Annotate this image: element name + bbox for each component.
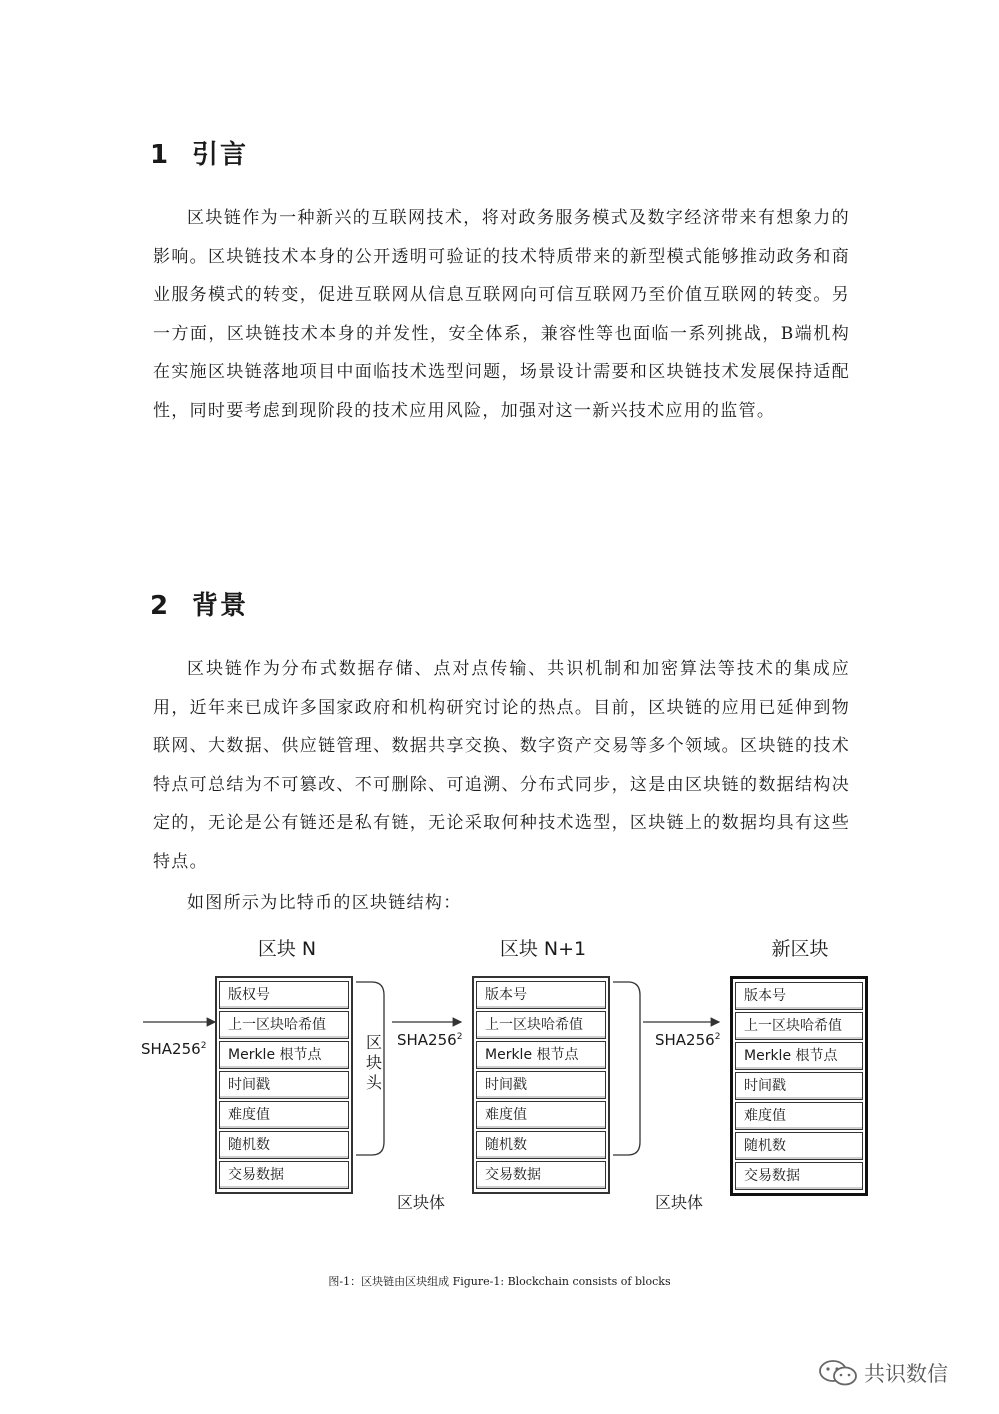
block-n1-cell: 时间戳 [476, 1071, 606, 1099]
new-block-cell: 难度值 [735, 1102, 863, 1130]
section-2-intro: 如图所示为比特币的区块链结构： [187, 893, 462, 913]
sha-label-n [397, 1031, 462, 1049]
block-n-cell: Merkle 根节点 [219, 1041, 349, 1069]
head-label-char: 头 [365, 1073, 382, 1092]
new-block-cell: 交易数据 [735, 1162, 863, 1190]
section-2-number: 2 [150, 591, 171, 621]
new-block-cell: 时间戳 [735, 1072, 863, 1100]
block-body-label-n1: 区块体 [655, 1193, 704, 1212]
sha-sup: 2 [714, 1032, 721, 1042]
block-n [215, 976, 353, 1194]
section-2-title: 背景 [192, 591, 249, 621]
block-n1-cell: 交易数据 [476, 1161, 606, 1189]
new-block-title: 新区块 [771, 938, 829, 960]
block-n-title: 区块 N [257, 938, 317, 960]
block-n-cell: 上一区块哈希值 [219, 1011, 349, 1039]
block-body-label-n: 区块体 [397, 1193, 446, 1212]
section-1-title: 引言 [192, 140, 249, 170]
block-n1-cell: 版本号 [476, 981, 606, 1009]
block-n1-cell: 上一区块哈希值 [476, 1011, 606, 1039]
section-1-paragraph: 区块链作为一种新兴的互联网技术，将对政务服务模式及数字经济带来有想象力的影响。区块链技术本身的公开透明可验证的技术特质带来的新型模式能够推动政务和商业服务模式的转变，促进互联网从信息互联网向可信互联网乃至价值互联网的转变。另一方面，区块链技术本身的并发性，安全体系，兼容性等也面临一系列挑战，B端机构在实施区块链落地项目中面临技术选型问题，场景设计需要和区块链技术发展保持适配性，同时要考虑到现阶段的技术应用风险，加强对这一新兴技术应用的监管。 [153, 208, 850, 421]
block-n1 [472, 976, 610, 1194]
section-2-heading [150, 585, 248, 622]
block-n-cell: 交易数据 [219, 1161, 349, 1189]
block-n1-cell: Merkle 根节点 [476, 1041, 606, 1069]
sha-sup: 2 [456, 1032, 463, 1042]
header-bracket-n1 [613, 982, 640, 1155]
section-1-number: 1 [150, 140, 171, 170]
block-n-cell: 难度值 [219, 1101, 349, 1129]
section-1-heading [150, 134, 248, 171]
section-2-paragraph: 区块链作为分布式数据存储、点对点传输、共识机制和加密算法等技术的集成应用，近年来已成许多国家政府和机构研究讨论的热点。目前，区块链的应用已延伸到物联网、大数据、供应链管理、数据共享交换、数字资产交易等多个领域。区块链的技术特点可总结为不可篡改、不可删除、可追溯、分布式同步，这是由区块链的数据结构决定的，无论是公有链还是私有链，无论采取何种技术选型，区块链上的数据均具有这些特点。 [153, 659, 850, 872]
block-n-cell: 时间戳 [219, 1071, 349, 1099]
sha-label-n1 [655, 1031, 720, 1049]
sha-text: SHA256 [397, 1031, 457, 1049]
watermark [818, 1358, 948, 1388]
new-block-cell: 上一区块哈希值 [735, 1012, 863, 1040]
sha-label-incoming [141, 1040, 206, 1058]
new-block-cell: 随机数 [735, 1132, 863, 1160]
block-n1-cell: 随机数 [476, 1131, 606, 1159]
figure-caption: 图-1：区块链由区块组成 Figure-1: Blockchain consists of blocks [328, 1275, 671, 1288]
wechat-icon [818, 1359, 858, 1387]
block-n1-cell: 难度值 [476, 1101, 606, 1129]
sha-sup: 2 [200, 1041, 207, 1051]
sha-text: SHA256 [141, 1040, 201, 1058]
block-n-cell: 版权号 [219, 981, 349, 1009]
new-block [730, 976, 868, 1196]
watermark-text: 共识数信 [864, 1362, 948, 1386]
block-header-label [364, 1033, 384, 1093]
new-block-cell: 版本号 [735, 982, 863, 1010]
sha-text: SHA256 [655, 1031, 715, 1049]
head-label-char: 区 [365, 1033, 382, 1052]
head-label-char: 块 [365, 1053, 382, 1072]
block-n-cell: 随机数 [219, 1131, 349, 1159]
new-block-cell: Merkle 根节点 [735, 1042, 863, 1070]
block-n1-title: 区块 N+1 [499, 938, 587, 960]
